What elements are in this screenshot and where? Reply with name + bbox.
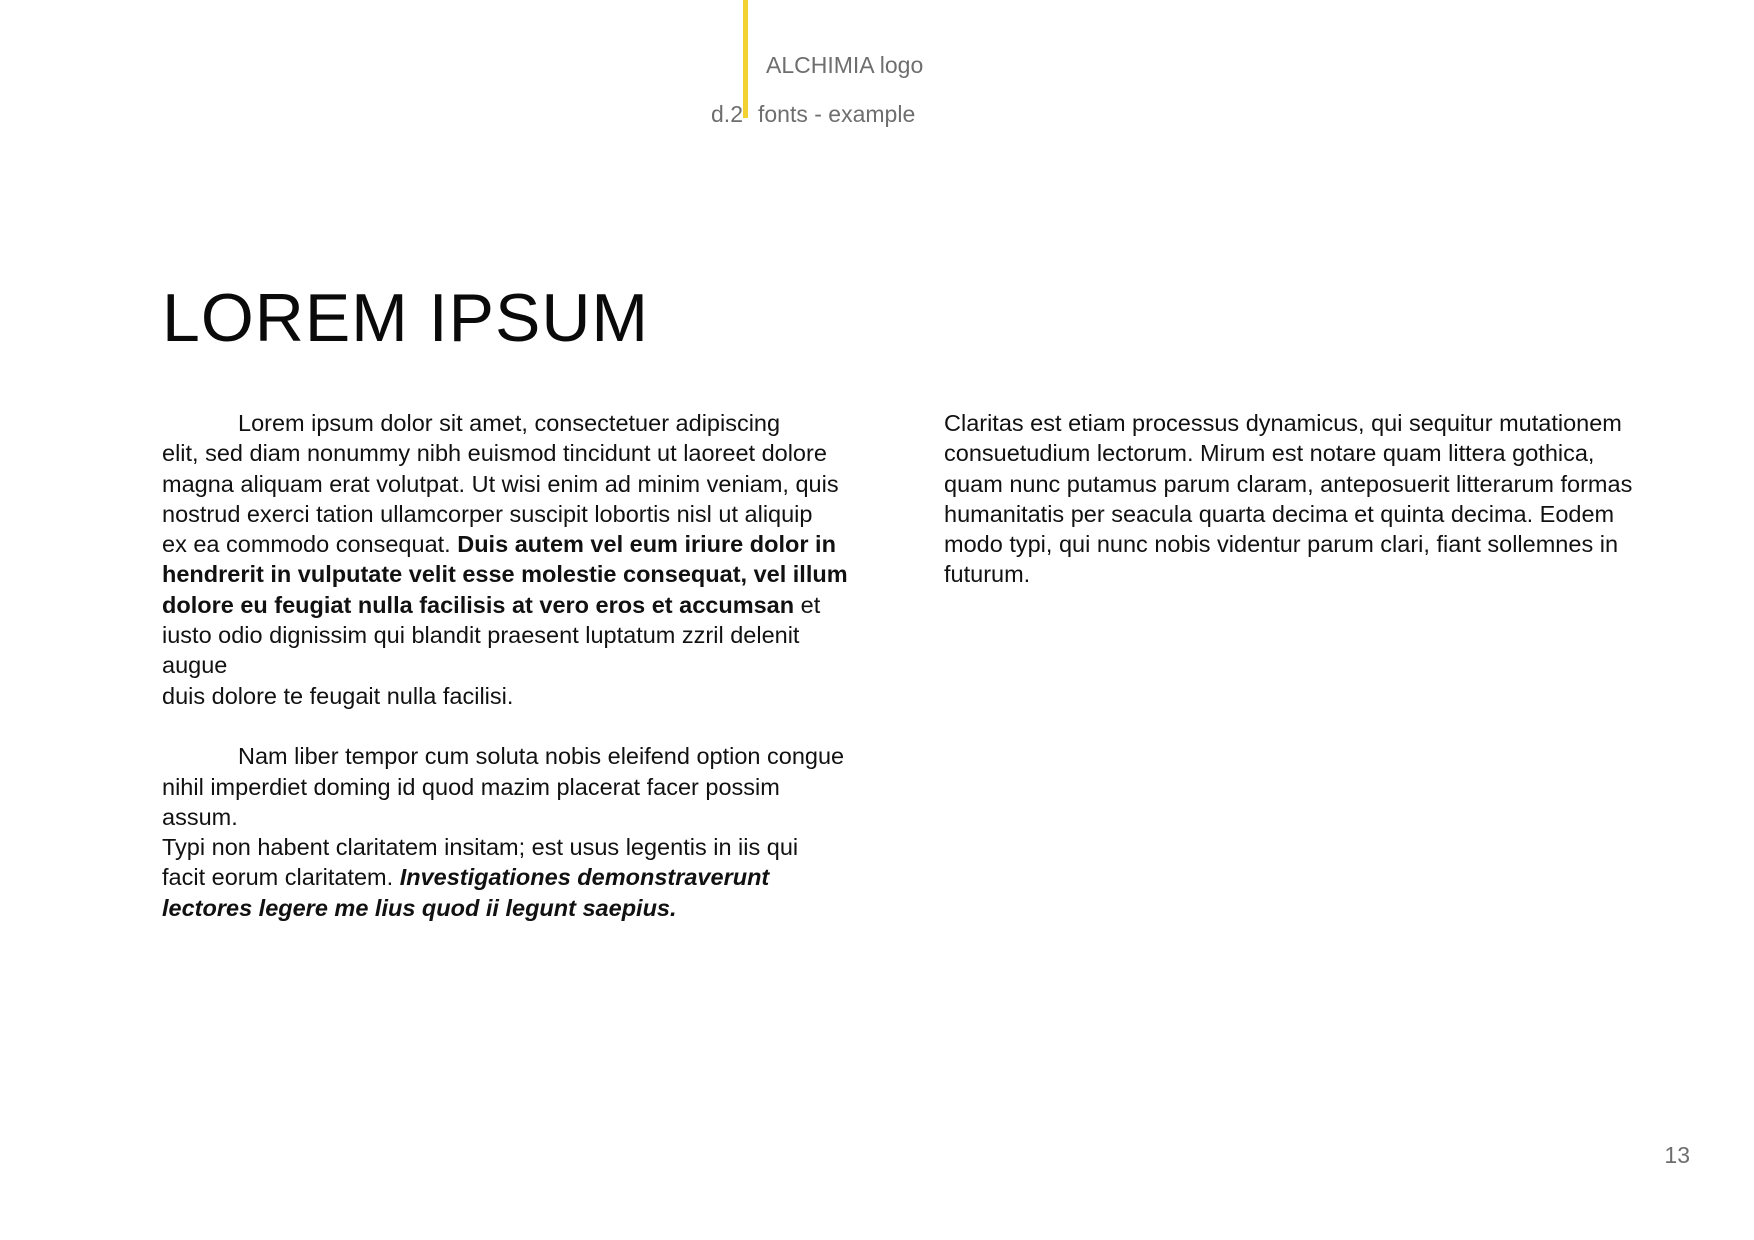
right-text-column <box>944 408 1724 590</box>
page-title: LOREM IPSUM <box>162 280 650 356</box>
text-line: Typi non habent claritatem insitam; est usus legentis in iis qui <box>162 834 799 861</box>
header-accent-rule <box>743 0 748 118</box>
bold-text-run: dolore eu feugiat nulla facilisis at vero eros et accumsan <box>162 591 795 618</box>
text-run: ex ea commodo consequat. <box>162 531 458 558</box>
bold-text-line: hendrerit in vulputate velit esse molestie consequat, vel illum <box>162 561 848 588</box>
header-title: ALCHIMIA logo <box>766 52 924 78</box>
text-line <box>162 529 922 559</box>
italic-text-run: Investigationes demonstraverunt <box>399 864 770 891</box>
text-run: facit eorum claritatem. <box>162 864 400 891</box>
text-line <box>162 590 922 620</box>
text-line: augue <box>162 652 228 679</box>
text-line: elit, sed diam nonummy nibh euismod tincidunt ut laoreet dolore <box>162 440 827 467</box>
text-line: assum. <box>162 803 238 830</box>
left-text-column <box>162 408 922 923</box>
text-line: modo typi, qui nunc nobis videntur parum clari, fiant sollemnes in <box>944 531 1619 558</box>
italic-text-line: lectores legere me lius quod ii legunt saepius. <box>162 894 677 921</box>
text-line: nostrud exerci tation ullamcorper suscipit lobortis nisl ut aliquip <box>162 500 813 527</box>
bold-text-run: Duis autem vel eum iriure dolor in <box>457 531 836 558</box>
text-line: humanitatis per seacula quarta decima et quinta decima. Eodem <box>944 500 1615 527</box>
text-line: nihil imperdiet doming id quod mazim placerat facer possim <box>162 773 780 800</box>
text-line <box>162 862 922 892</box>
text-line: Lorem ipsum dolor sit amet, consectetuer adipiscing <box>238 410 781 436</box>
page-number: 13 <box>1664 1142 1690 1168</box>
text-line: consuetudium lectorum. Mirum est notare quam littera gothica, <box>944 440 1595 467</box>
text-line: Claritas est etiam processus dynamicus, qui sequitur mutationem <box>944 410 1622 436</box>
text-line: duis dolore te feugait nulla facilisi. <box>162 682 514 709</box>
paragraph-2 <box>162 741 922 923</box>
text-line: iusto odio dignissim qui blandit praesent luptatum zzril delenit <box>162 622 800 649</box>
text-line: quam nunc putamus parum claram, anteposuerit litterarum formas <box>944 470 1633 497</box>
paragraph-spacer <box>162 711 922 741</box>
header-section-name: fonts - example <box>758 101 916 127</box>
text-line: Nam liber tempor cum soluta nobis eleifend option congue <box>238 743 845 770</box>
text-line: futurum. <box>944 561 1031 588</box>
header-section-number: d.2 <box>711 101 743 127</box>
text-line: magna aliquam erat volutpat. Ut wisi enim ad minim veniam, quis <box>162 470 839 497</box>
paragraph-1 <box>162 408 922 711</box>
text-run: et <box>794 591 821 618</box>
